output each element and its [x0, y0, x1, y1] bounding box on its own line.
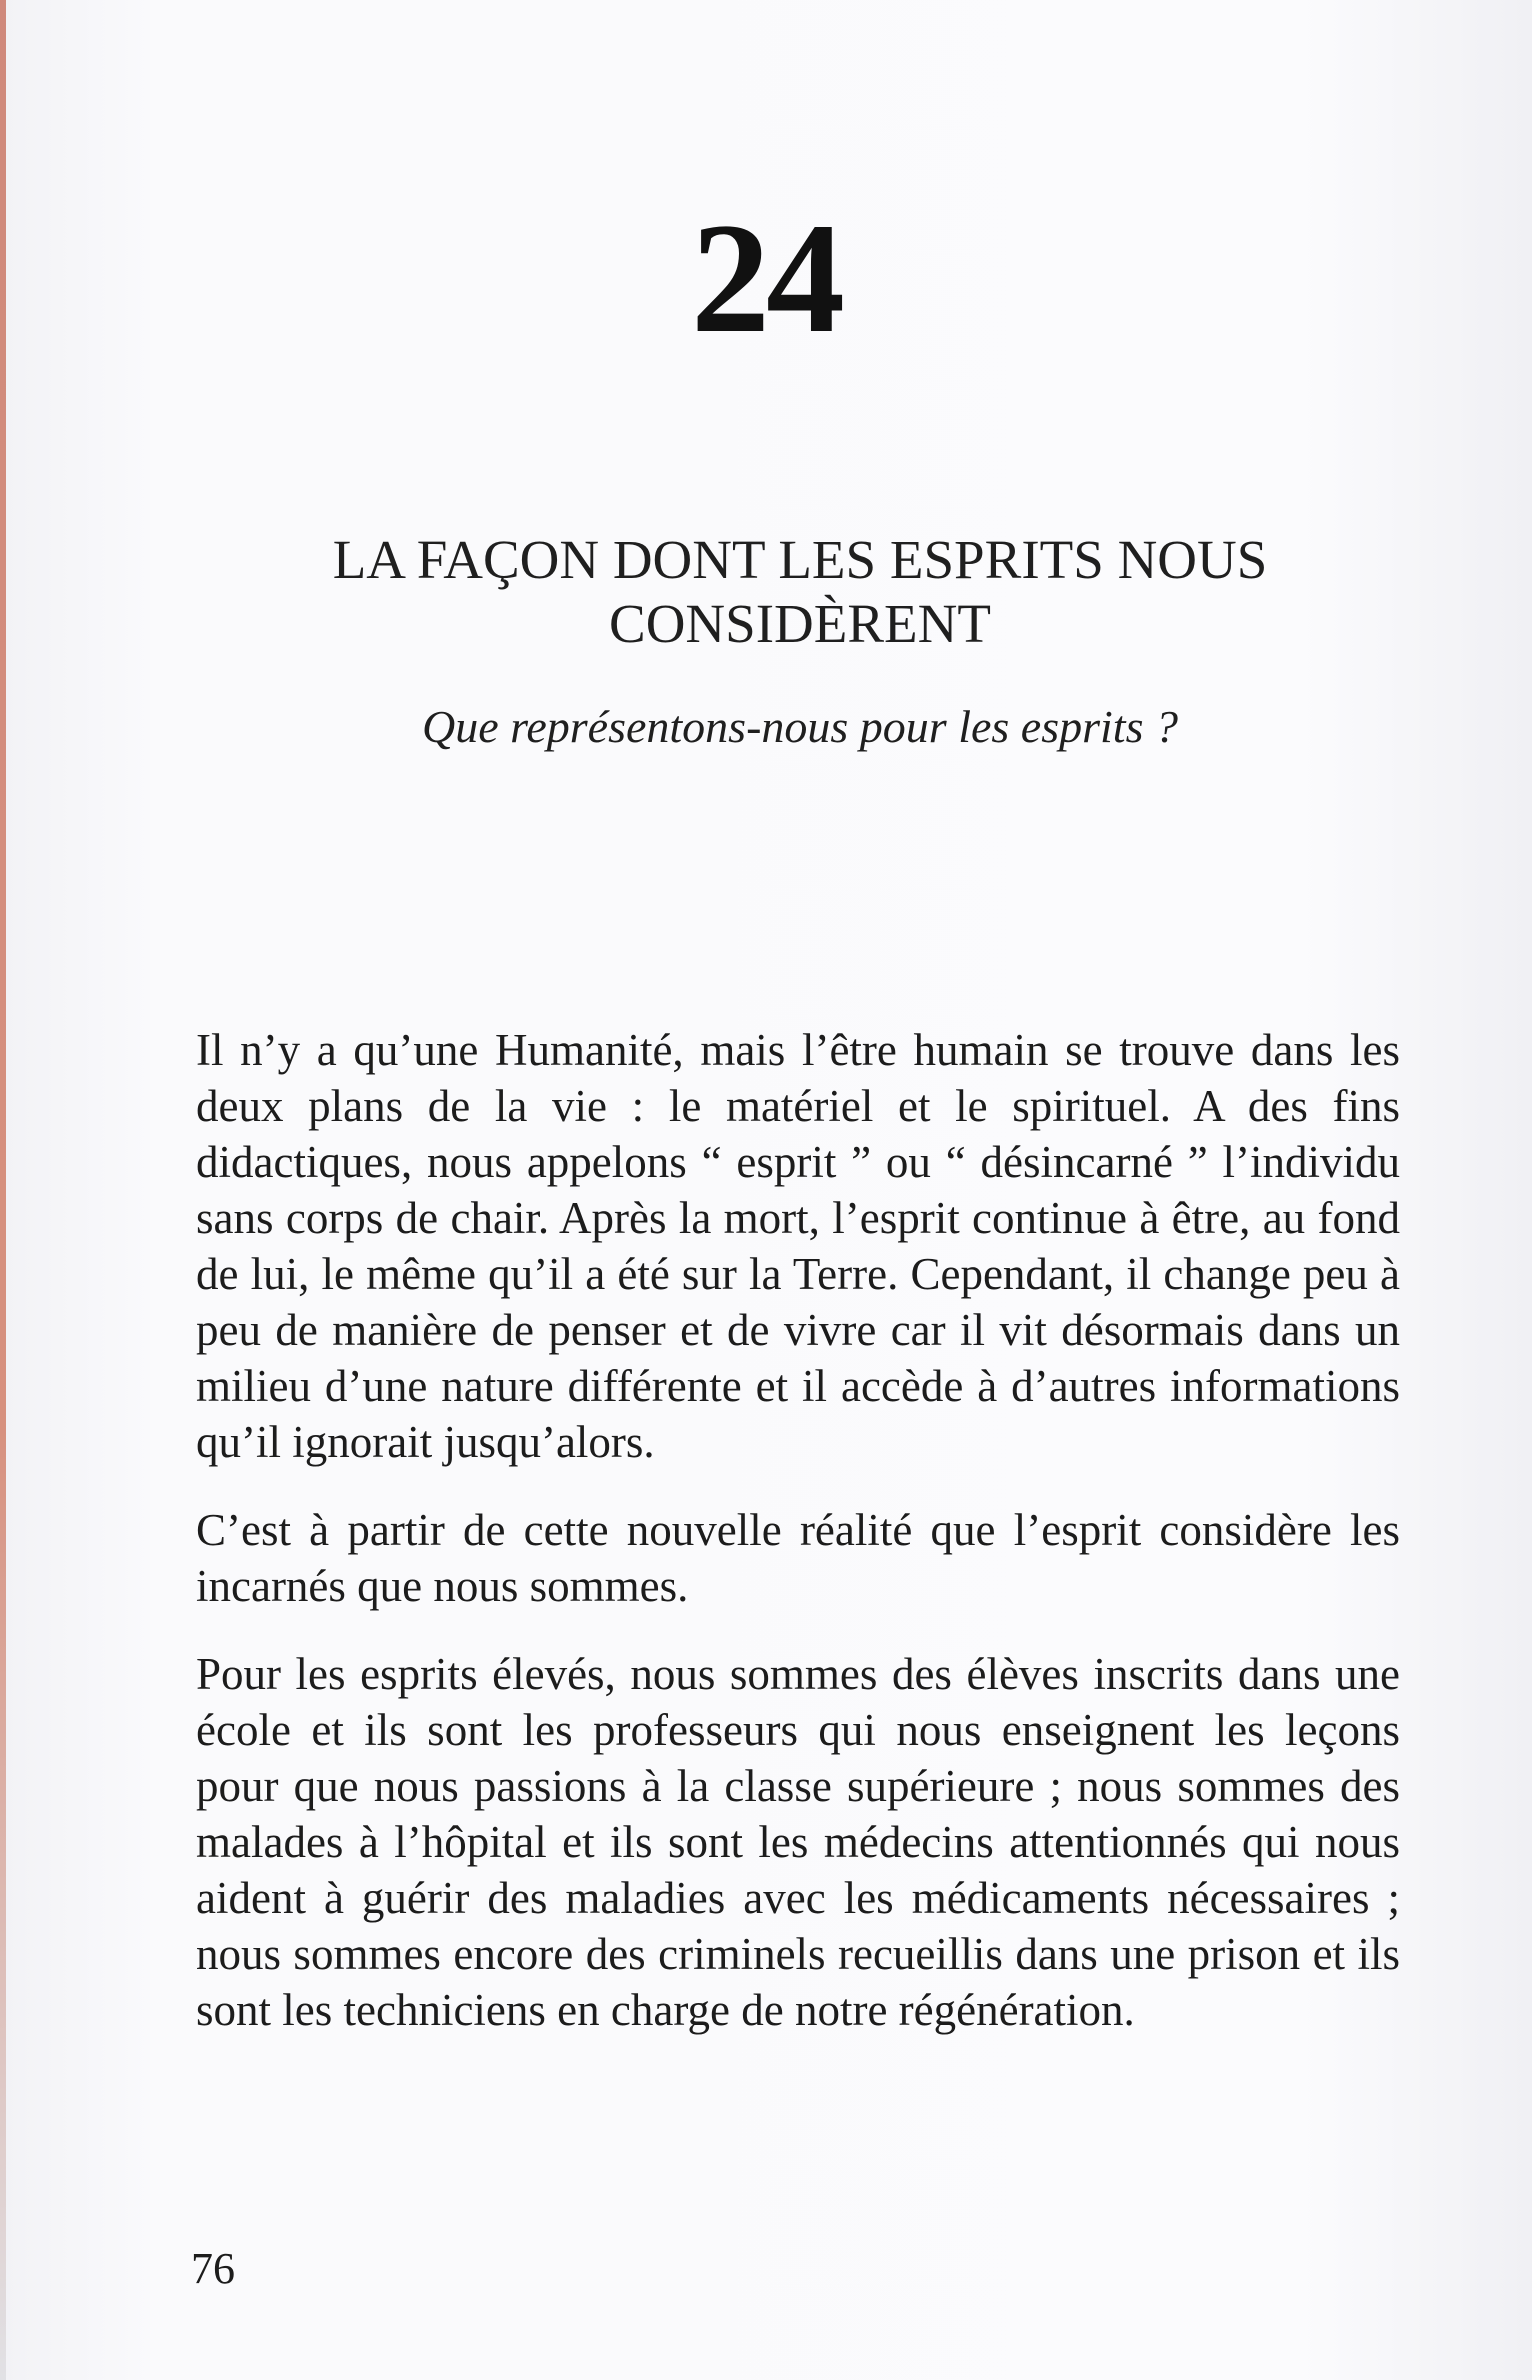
chapter-number: 24 — [691, 191, 841, 366]
body-text — [196, 1022, 1400, 2070]
paragraph-2: C’est à partir de cette nouvelle réalité que l’esprit considère les incarnés que nous sommes. — [196, 1505, 1400, 1611]
paragraph-3: Pour les esprits élevés, nous sommes des élèves inscrits dans une école et ils sont les professeurs qui nous enseignent les leçons pour que nous passions à la classe supérieure ; nous sommes des malades à l’hôpital et ils sont les médecins attentionnés qui nous aident à guérir des maladies avec les médicaments nécessaires ; nous sommes encore des criminels recueillis dans une prison et ils sont les techniciens en charge de notre régénération. — [196, 1649, 1400, 2035]
chapter-subtitle: Que représentons-nous pour les esprits ? — [422, 701, 1178, 752]
chapter-title-line-1: LA FAÇON DONT LES ESPRITS NOUS — [332, 529, 1268, 590]
paragraph-1: Il n’y a qu’une Humanité, mais l’être humain se trouve dans les deux plans de la vie : le matériel et le spirituel. A des fins didactiques, nous appelons “ esprit ” ou “ désincarné ” l’individu sans corps de chair. Après la mort, l’esprit continue à être, au fond de lui, le même qu’il a été sur la Terre. Cependant, il change peu à peu de manière de penser et de vivre car il vit désormais dans un milieu d’une nature différente et il accède à d’autres informations qu’il ignorait jusqu’alors. — [196, 1025, 1400, 1467]
page-number: 76 — [191, 2244, 235, 2293]
chapter-title-line-2: CONSIDÈRENT — [609, 593, 991, 654]
chapter-title — [200, 528, 1400, 656]
